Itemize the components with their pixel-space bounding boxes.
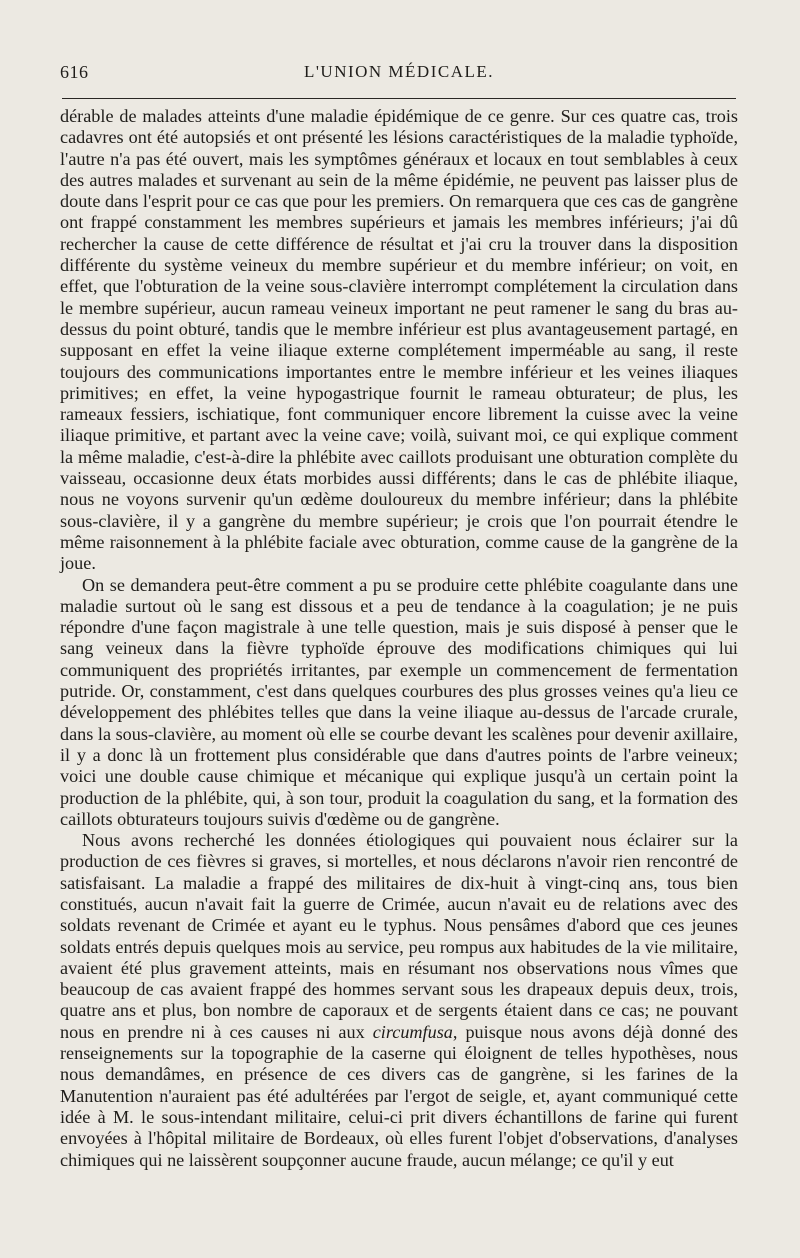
page-number: 616	[60, 62, 89, 82]
body-text	[60, 106, 738, 1171]
paragraph-2: On se demandera peut-être comment a pu se produire cette phlébite coagulante dans une maladie surtout où le sang est dissous et a peu de tendance à la coagulation; je ne puis répondre d'une façon magistrale à une telle question, mais je suis disposé à penser que le sang veineux dans la fièvre typhoïde éprouve des modifications chimiques qui lui communiquent des propriétés irritantes, par exemple un commencement de fermentation putride. Or, constamment, c'est dans quelques courbures des plus grosses veines qu'a lieu ce développement des phlébites telles que dans la veine iliaque au-dessus de l'arcade crurale, dans la sous-clavière, au moment où elle se courbe devant les scalènes pour devenir axillaire, il y a donc là un frottement plus considérable que dans d'autres points de l'arbre veineux; voici une double cause chimique et mécanique qui explique jusqu'à un certain point la production de la phlébite, qui, à son tour, produit la coagulation du sang, et la formation des caillots obturateurs toujours suivis d'œdème ou de gangrène.	[60, 574, 738, 829]
paragraph-3-part-1: Nous avons recherché les données étiologiques qui pouvaient nous éclairer sur la production de ces fièvres si graves, si mortelles, et nous déclarons n'avoir rien rencontré de satisfaisant. La maladie a frappé des militaires de dix-huit à vingt-cinq ans, tous bien constitués, aucun n'avait fait la guerre de Crimée, aucun n'avait eu de relations avec des soldats revenant de Crimée et ayant eu le typhus. Nous pensâmes d'abord que ces jeunes soldats entrés depuis quelques mois au service, peu rompus aux habitudes de la vie militaire, avaient été plus gravement atteints, mais en résumant nos observations nous vîmes que beaucoup de cas avaient frappé des hommes servant sous les drapeaux depuis deux, trois, quatre ans et plus, bon nombre de caporaux et de sergents étaient dans ce cas; ne pouvant nous en prendre ni à ces causes ni aux	[60, 830, 738, 1042]
paragraph-3-italic-term: circumfusa	[372, 1021, 453, 1042]
running-title: L'UNION MÉDICALE.	[303, 62, 495, 81]
paragraph-3	[60, 830, 738, 1171]
paragraph-1: dérable de malades atteints d'une maladie épidémique de ce genre. Sur ces quatre cas, trois cadavres ont été autopsiés et ont présenté les lésions caractéristiques de la maladie typhoïde, l'autre n'a pas été ouvert, mais les symptômes généraux et locaux en tout semblables à ceux des autres malades et survenant au sein de la même épidémie, ne peuvent pas laisser plus de doute dans l'esprit pour ce cas que pour les premiers. On remarquera que ces cas de gangrène ont frappé constamment les membres supérieurs et jamais les membres inférieurs; j'ai dû rechercher la cause de cette différence de résultat et j'ai cru la trouver dans la disposition différente du système veineux du membre supérieur et du membre inférieur; on voit, en effet, que l'obturation de la veine sous-clavière interrompt complétement la circulation dans le membre supérieur, aucun rameau veineux important ne peut ramener le sang du bras au-dessus du point obturé, tandis que le membre inférieur est plus avantageusement partagé, en supposant en effet la veine iliaque externe complétement imperméable au sang, il reste toujours des communications importantes entre le membre inférieur et les veines iliaques primitives; en effet, la veine hypogastrique fournit le rameau obturateur; de plus, les rameaux fessiers, ischiatique, font communiquer encore librement la cuisse avec la veine iliaque primitive, et partant avec la veine cave; voilà, suivant moi, ce qui explique comment la même maladie, c'est-à-dire la phlébite avec caillots produisant une obturation complète du vaisseau, occasionne deux états morbides aussi différents; dans le cas de phlébite iliaque, nous ne voyons survenir qu'un œdème douloureux du membre inférieur; dans la phlébite sous-clavière, il y a gangrène du membre supérieur; je crois que l'on pourrait étendre le même raisonnement à la phlébite faciale avec obturation, comme cause de la gangrène de la joue.	[60, 106, 738, 574]
page-header	[60, 56, 738, 90]
header-rule	[62, 98, 736, 99]
paragraph-3-part-2: , puisque nous avons déjà donné des renseignements sur la topographie de la caserne qui éloignent de telles hypothèses, nous nous demandâmes, en présence de ces divers cas de gangrène, si les farines de la Manutention n'auraient pas été adultérées par l'ergot de seigle, et, ayant communiqué cette idée à M. le sous-intendant militaire, celui-ci prit divers échantillons de farine qui furent envoyées à l'hôpital militaire de Bordeaux, où elles furent l'objet d'observations, d'analyses chimiques qui ne laissèrent soupçonner aucune fraude, aucun mélange; ce qu'il y eut	[60, 1021, 738, 1170]
